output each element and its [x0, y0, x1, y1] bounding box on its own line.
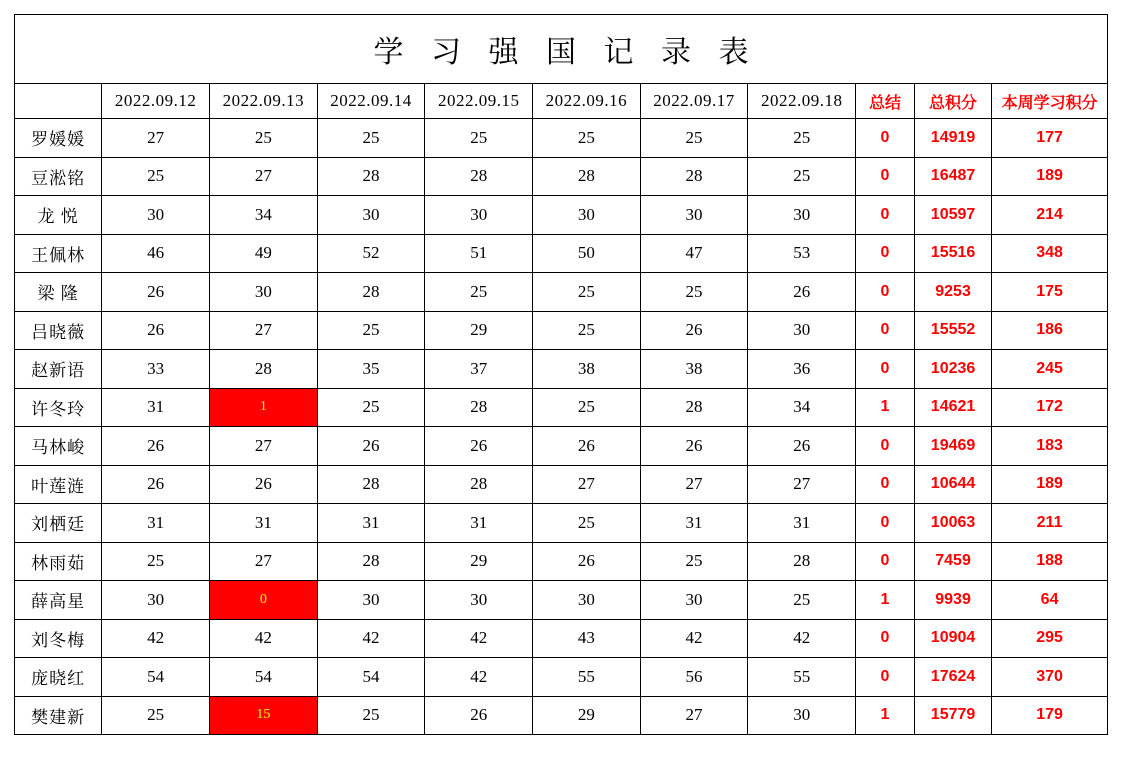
cell-day-2: 25	[210, 119, 318, 158]
table-row	[15, 350, 1108, 389]
cell-name: 刘冬梅	[15, 619, 102, 658]
cell-summary: 1	[856, 696, 915, 735]
cell-day-1: 46	[102, 234, 210, 273]
cell-day-4: 25	[425, 273, 533, 312]
cell-day-5: 27	[533, 465, 641, 504]
cell-day-3: 25	[317, 696, 425, 735]
header-day-4: 2022.09.15	[425, 84, 533, 119]
table-row	[15, 658, 1108, 697]
cell-day-7: 53	[748, 234, 856, 273]
cell-day-3: 42	[317, 619, 425, 658]
cell-day-6: 31	[640, 504, 748, 543]
cell-day-5: 38	[533, 350, 641, 389]
title-row	[15, 15, 1108, 84]
cell-day-1: 26	[102, 465, 210, 504]
cell-day-4: 28	[425, 465, 533, 504]
header-row	[15, 84, 1108, 119]
header-summary: 总结	[856, 84, 915, 119]
cell-day-7: 25	[748, 157, 856, 196]
table-body	[15, 15, 1108, 735]
cell-name: 林雨茹	[15, 542, 102, 581]
cell-day-5: 25	[533, 311, 641, 350]
cell-day-4: 28	[425, 388, 533, 427]
cell-day-5: 25	[533, 273, 641, 312]
cell-day-2: 42	[210, 619, 318, 658]
cell-total: 10236	[914, 350, 991, 389]
cell-day-5: 25	[533, 388, 641, 427]
cell-day-6: 28	[640, 388, 748, 427]
cell-day-2: 27	[210, 427, 318, 466]
header-day-6: 2022.09.17	[640, 84, 748, 119]
cell-name: 赵新语	[15, 350, 102, 389]
table-row	[15, 234, 1108, 273]
cell-name: 吕晓薇	[15, 311, 102, 350]
cell-day-2: 1	[210, 388, 318, 427]
cell-day-3: 25	[317, 119, 425, 158]
cell-total: 17624	[914, 658, 991, 697]
table-row	[15, 696, 1108, 735]
cell-name: 罗媛媛	[15, 119, 102, 158]
cell-day-6: 30	[640, 581, 748, 620]
cell-day-5: 25	[533, 504, 641, 543]
cell-day-2: 54	[210, 658, 318, 697]
cell-day-2: 49	[210, 234, 318, 273]
cell-day-5: 50	[533, 234, 641, 273]
cell-day-7: 26	[748, 427, 856, 466]
cell-week: 188	[992, 542, 1108, 581]
table-row	[15, 196, 1108, 235]
cell-day-7: 27	[748, 465, 856, 504]
cell-week: 172	[992, 388, 1108, 427]
cell-day-7: 42	[748, 619, 856, 658]
cell-total: 19469	[914, 427, 991, 466]
cell-summary: 0	[856, 311, 915, 350]
cell-day-4: 26	[425, 696, 533, 735]
table-row	[15, 388, 1108, 427]
cell-day-4: 42	[425, 619, 533, 658]
cell-day-4: 51	[425, 234, 533, 273]
cell-total: 7459	[914, 542, 991, 581]
cell-day-6: 38	[640, 350, 748, 389]
cell-week: 245	[992, 350, 1108, 389]
cell-day-1: 26	[102, 273, 210, 312]
cell-name: 薛高星	[15, 581, 102, 620]
cell-day-3: 28	[317, 273, 425, 312]
cell-day-3: 25	[317, 388, 425, 427]
cell-total: 10644	[914, 465, 991, 504]
cell-summary: 0	[856, 619, 915, 658]
cell-day-2: 27	[210, 542, 318, 581]
cell-day-3: 28	[317, 542, 425, 581]
cell-day-7: 55	[748, 658, 856, 697]
cell-day-4: 37	[425, 350, 533, 389]
cell-summary: 0	[856, 658, 915, 697]
cell-day-1: 26	[102, 427, 210, 466]
cell-day-7: 28	[748, 542, 856, 581]
cell-day-2: 31	[210, 504, 318, 543]
cell-day-4: 42	[425, 658, 533, 697]
cell-day-7: 26	[748, 273, 856, 312]
cell-day-1: 26	[102, 311, 210, 350]
cell-summary: 0	[856, 465, 915, 504]
cell-day-5: 30	[533, 581, 641, 620]
cell-total: 10904	[914, 619, 991, 658]
cell-total: 9253	[914, 273, 991, 312]
cell-day-3: 28	[317, 157, 425, 196]
cell-day-3: 28	[317, 465, 425, 504]
cell-day-4: 31	[425, 504, 533, 543]
cell-day-6: 26	[640, 427, 748, 466]
cell-summary: 0	[856, 273, 915, 312]
cell-day-6: 28	[640, 157, 748, 196]
cell-day-7: 25	[748, 581, 856, 620]
cell-day-5: 55	[533, 658, 641, 697]
cell-summary: 1	[856, 581, 915, 620]
cell-summary: 0	[856, 350, 915, 389]
cell-day-1: 25	[102, 157, 210, 196]
cell-day-5: 25	[533, 119, 641, 158]
spreadsheet-document	[0, 14, 1122, 774]
table-row	[15, 542, 1108, 581]
cell-week: 370	[992, 658, 1108, 697]
header-name	[15, 84, 102, 119]
page-title: 学 习 强 国 记 录 表	[15, 15, 1108, 84]
cell-week: 211	[992, 504, 1108, 543]
cell-day-3: 30	[317, 581, 425, 620]
cell-week: 214	[992, 196, 1108, 235]
cell-summary: 0	[856, 157, 915, 196]
cell-day-1: 31	[102, 504, 210, 543]
cell-day-4: 26	[425, 427, 533, 466]
cell-day-5: 26	[533, 427, 641, 466]
cell-name: 许冬玲	[15, 388, 102, 427]
cell-day-2: 26	[210, 465, 318, 504]
cell-day-5: 30	[533, 196, 641, 235]
header-day-3: 2022.09.14	[317, 84, 425, 119]
table-row	[15, 581, 1108, 620]
cell-day-2: 28	[210, 350, 318, 389]
header-week: 本周学习积分	[992, 84, 1108, 119]
cell-name: 梁 隆	[15, 273, 102, 312]
cell-day-6: 27	[640, 696, 748, 735]
cell-day-1: 42	[102, 619, 210, 658]
table-row	[15, 465, 1108, 504]
cell-day-2: 27	[210, 157, 318, 196]
header-day-7: 2022.09.18	[748, 84, 856, 119]
cell-summary: 0	[856, 234, 915, 273]
cell-day-3: 54	[317, 658, 425, 697]
cell-summary: 0	[856, 542, 915, 581]
cell-name: 王佩林	[15, 234, 102, 273]
cell-day-1: 31	[102, 388, 210, 427]
cell-day-7: 34	[748, 388, 856, 427]
cell-week: 348	[992, 234, 1108, 273]
cell-name: 叶莲涟	[15, 465, 102, 504]
cell-week: 189	[992, 157, 1108, 196]
cell-summary: 0	[856, 196, 915, 235]
cell-day-4: 29	[425, 311, 533, 350]
header-day-1: 2022.09.12	[102, 84, 210, 119]
cell-day-1: 54	[102, 658, 210, 697]
cell-day-1: 27	[102, 119, 210, 158]
cell-day-2: 30	[210, 273, 318, 312]
cell-week: 177	[992, 119, 1108, 158]
cell-day-1: 30	[102, 196, 210, 235]
cell-day-1: 33	[102, 350, 210, 389]
cell-total: 14621	[914, 388, 991, 427]
cell-week: 64	[992, 581, 1108, 620]
cell-day-6: 56	[640, 658, 748, 697]
cell-total: 15552	[914, 311, 991, 350]
cell-name: 樊建新	[15, 696, 102, 735]
cell-summary: 0	[856, 504, 915, 543]
cell-total: 16487	[914, 157, 991, 196]
cell-day-4: 25	[425, 119, 533, 158]
cell-day-1: 30	[102, 581, 210, 620]
table-row	[15, 619, 1108, 658]
cell-day-3: 25	[317, 311, 425, 350]
cell-day-5: 28	[533, 157, 641, 196]
cell-name: 龙 悦	[15, 196, 102, 235]
cell-day-6: 26	[640, 311, 748, 350]
header-day-2: 2022.09.13	[210, 84, 318, 119]
table-row	[15, 504, 1108, 543]
cell-summary: 1	[856, 388, 915, 427]
cell-day-6: 30	[640, 196, 748, 235]
table-row	[15, 273, 1108, 312]
cell-day-7: 31	[748, 504, 856, 543]
cell-total: 9939	[914, 581, 991, 620]
cell-week: 183	[992, 427, 1108, 466]
header-day-5: 2022.09.16	[533, 84, 641, 119]
cell-day-2: 0	[210, 581, 318, 620]
cell-week: 295	[992, 619, 1108, 658]
cell-day-3: 52	[317, 234, 425, 273]
cell-week: 179	[992, 696, 1108, 735]
cell-day-6: 47	[640, 234, 748, 273]
cell-day-6: 42	[640, 619, 748, 658]
cell-day-4: 30	[425, 196, 533, 235]
cell-day-3: 31	[317, 504, 425, 543]
table-row	[15, 119, 1108, 158]
cell-day-3: 35	[317, 350, 425, 389]
cell-day-4: 29	[425, 542, 533, 581]
cell-week: 175	[992, 273, 1108, 312]
cell-day-6: 25	[640, 119, 748, 158]
cell-total: 15779	[914, 696, 991, 735]
cell-day-5: 26	[533, 542, 641, 581]
cell-day-6: 25	[640, 542, 748, 581]
cell-day-5: 29	[533, 696, 641, 735]
cell-day-6: 27	[640, 465, 748, 504]
cell-day-7: 36	[748, 350, 856, 389]
cell-total: 15516	[914, 234, 991, 273]
cell-name: 刘栖廷	[15, 504, 102, 543]
cell-name: 马林峻	[15, 427, 102, 466]
cell-day-7: 25	[748, 119, 856, 158]
cell-name: 豆淞铭	[15, 157, 102, 196]
header-total: 总积分	[914, 84, 991, 119]
cell-day-2: 15	[210, 696, 318, 735]
cell-day-7: 30	[748, 311, 856, 350]
cell-day-4: 30	[425, 581, 533, 620]
cell-name: 庞晓红	[15, 658, 102, 697]
cell-summary: 0	[856, 119, 915, 158]
cell-total: 14919	[914, 119, 991, 158]
cell-day-3: 30	[317, 196, 425, 235]
cell-day-7: 30	[748, 196, 856, 235]
cell-total: 10597	[914, 196, 991, 235]
cell-week: 189	[992, 465, 1108, 504]
cell-summary: 0	[856, 427, 915, 466]
cell-day-4: 28	[425, 157, 533, 196]
cell-day-7: 30	[748, 696, 856, 735]
cell-day-1: 25	[102, 696, 210, 735]
cell-day-2: 27	[210, 311, 318, 350]
cell-day-5: 43	[533, 619, 641, 658]
table-row	[15, 157, 1108, 196]
cell-week: 186	[992, 311, 1108, 350]
cell-day-1: 25	[102, 542, 210, 581]
table-row	[15, 311, 1108, 350]
table-row	[15, 427, 1108, 466]
cell-total: 10063	[914, 504, 991, 543]
cell-day-3: 26	[317, 427, 425, 466]
record-table	[14, 14, 1108, 735]
cell-day-6: 25	[640, 273, 748, 312]
cell-day-2: 34	[210, 196, 318, 235]
